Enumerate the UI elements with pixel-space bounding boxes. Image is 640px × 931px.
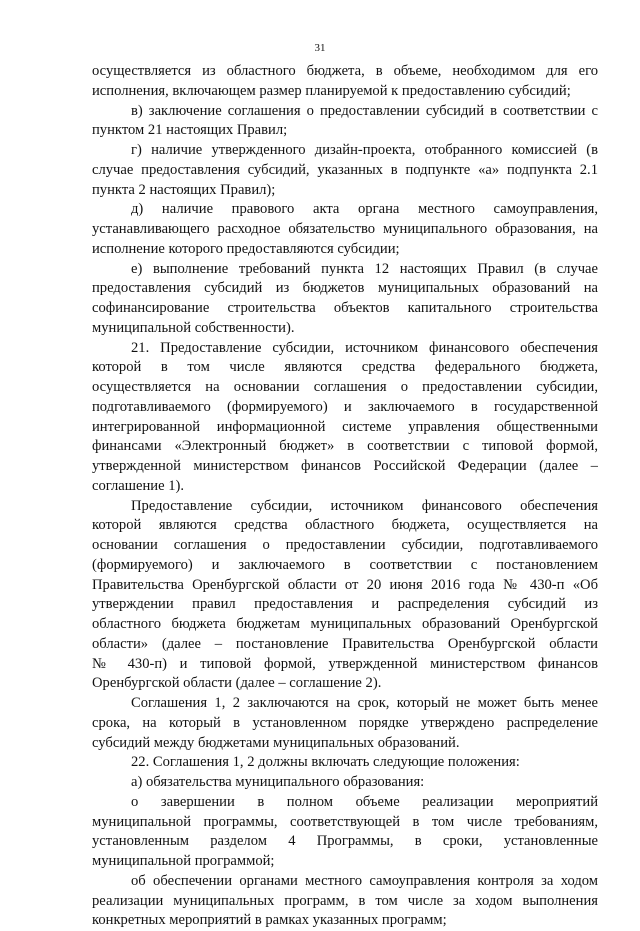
text-line: интегрированной информационной системе управления общественными	[92, 418, 598, 435]
text-line: г) наличие утвержденного дизайн-проекта, отобранного комиссией (в	[131, 142, 598, 158]
text-line: области» (далее – постановление Правительства Оренбургской области	[92, 635, 598, 652]
text-line: в) заключение соглашения о предоставлении субсидий в соответствии с	[131, 102, 598, 119]
text-line: утверждении правил предоставления и распределения субсидий из	[92, 596, 598, 613]
text-line: утвержденной министерством финансов Российской Федерации (далее –	[92, 458, 598, 474]
text-line: д) наличие правового акта органа местного самоуправления,	[131, 201, 598, 218]
text-line: срока, на который в установленном порядке утверждено распределение	[92, 714, 598, 731]
text-line: устанавливающего расходное обязательство муниципального образования, на	[92, 221, 598, 237]
text-line: № 430-п) и типовой формой, утвержденной министерством финансов	[92, 655, 598, 672]
text-line: муниципальной программой;	[92, 853, 275, 869]
text-line: областного бюджета бюджетам муниципальных образований Оренбургской	[92, 616, 598, 632]
text-line: Предоставление субсидии, источником финансового обеспечения	[131, 497, 598, 514]
text-line: случае предоставления субсидий, указанных в подпункте «а» подпункта 2.1	[92, 161, 598, 178]
text-line: пунктом 21 настоящих Правил;	[92, 122, 288, 139]
text-line: о завершении в полном объеме реализации мероприятий	[131, 793, 598, 810]
document-body	[92, 62, 598, 931]
text-line: Соглашения 1, 2 заключаются на срок, который не может быть менее	[131, 695, 598, 711]
text-line: муниципальной программы, соответствующей в том числе требованиям,	[92, 813, 598, 830]
text-line: которой в том числе являются средства федерального бюджета,	[92, 359, 598, 376]
text-line: осуществляется из областного бюджета, в объеме, необходимом для его	[92, 63, 598, 79]
text-line: субсидий между бюджетами муниципальных образований.	[92, 734, 460, 751]
page-number: 31	[314, 42, 326, 54]
text-line: 22. Соглашения 1, 2 должны включать следующие положения:	[131, 754, 520, 771]
text-line: Оренбургской области (далее – соглашение 2).	[92, 675, 382, 692]
text-line: финансами «Электронный бюджет» в соответствии с типовой формой,	[92, 438, 598, 455]
text-line: подготавливаемого (формируемого) и заключаемого в государственной	[92, 398, 598, 415]
text-line: реализации муниципальных программ, в том числе за ходом выполнения	[92, 892, 598, 909]
text-line: 21. Предоставление субсидии, источником финансового обеспечения	[131, 339, 598, 356]
text-line: установленным разделом 4 Программы, в сроки, установленные	[92, 833, 598, 850]
text-line: пункта 2 настоящих Правил);	[92, 181, 276, 198]
text-line: исполнения, включающем размер планируемой к предоставлению субсидий;	[92, 82, 571, 99]
text-line: е) выполнение требований пункта 12 настоящих Правил (в случае	[131, 260, 598, 277]
text-line: соглашение 1).	[92, 477, 185, 494]
text-line: (формируемого) и заключаемого в соответствии с постановлением	[92, 556, 598, 573]
text-line: конкретных мероприятий в рамках указанных программ;	[92, 912, 447, 929]
text-line: исполнение которого предоставляются субсидии;	[92, 240, 400, 257]
text-line: об обеспечении органами местного самоуправления контроля за ходом	[131, 872, 598, 889]
text-line: которой являются средства областного бюджета, осуществляется на	[92, 517, 598, 534]
text-line: муниципальной собственности).	[92, 319, 295, 336]
text-line: софинансирование строительства объектов капитального строительства	[92, 300, 598, 316]
text-line: а) обязательства муниципального образования:	[131, 774, 425, 790]
text-line: предоставления субсидий из бюджетов муниципальных образований на	[92, 280, 598, 297]
text-line: Правительства Оренбургской области от 20 июня 2016 года № 430-п «Об	[92, 576, 598, 593]
text-line: основании соглашения о предоставлении субсидии, подготавливаемого	[92, 537, 598, 553]
text-line: осуществляется на основании соглашения о предоставлении субсидии,	[92, 379, 598, 395]
